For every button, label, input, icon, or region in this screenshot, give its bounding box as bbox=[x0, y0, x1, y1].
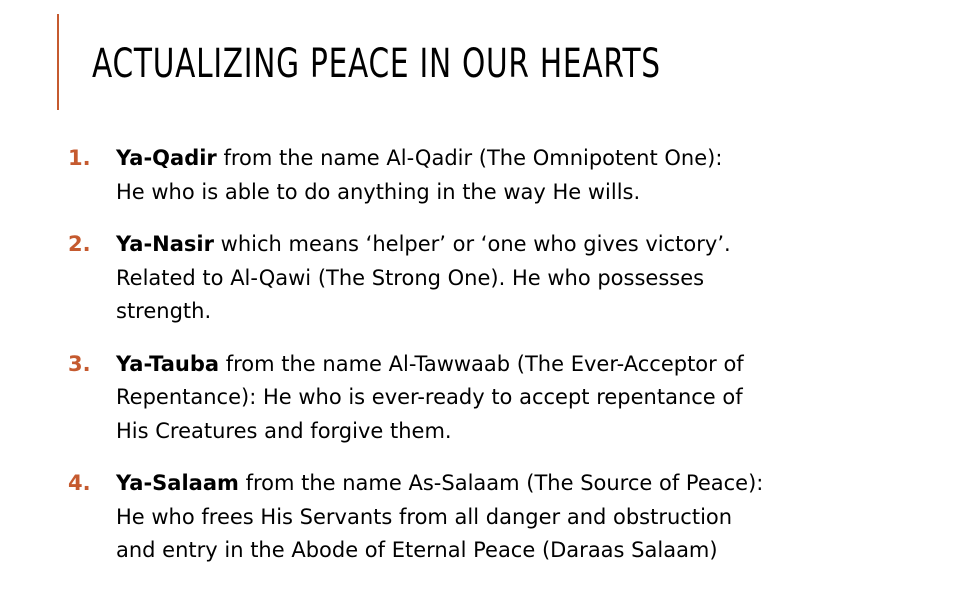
list-item bbox=[68, 142, 904, 209]
item-term: Ya-Nasir bbox=[116, 232, 214, 256]
item-line: He who is able to do anything in the way He wills. bbox=[116, 179, 641, 204]
item-line: His Creatures and forgive them. bbox=[116, 418, 452, 443]
list-item bbox=[68, 467, 904, 568]
list-item bbox=[68, 348, 904, 449]
item-number: 1. bbox=[68, 146, 91, 170]
slide-title: ACTUALIZING PEACE IN OUR HEARTS bbox=[92, 41, 661, 87]
item-line: He who frees His Servants from all danger and obstruction bbox=[116, 504, 733, 529]
item-line: strength. bbox=[116, 299, 212, 323]
item-text bbox=[116, 142, 904, 176]
item-number: 4. bbox=[68, 471, 91, 495]
item-text bbox=[116, 348, 904, 382]
item-text bbox=[116, 228, 904, 262]
names-list bbox=[68, 142, 904, 587]
item-text bbox=[116, 467, 904, 501]
item-line: from the name As-Salaam (The Source of Peace): bbox=[238, 471, 764, 495]
item-term: Ya-Salaam bbox=[116, 471, 239, 495]
item-line: which means ‘helper’ or ‘one who gives victory’. bbox=[213, 232, 731, 256]
item-line: from the name Al-Qadir (The Omnipotent One): bbox=[216, 146, 723, 170]
item-term: Ya-Qadir bbox=[116, 146, 217, 170]
item-number: 3. bbox=[68, 351, 91, 376]
item-term: Ya-Tauba bbox=[116, 351, 220, 376]
item-line: Related to Al-Qawi (The Strong One). He who possesses bbox=[116, 265, 705, 290]
item-line: from the name Al-Tawwaab (The Ever-Acceptor of bbox=[219, 351, 744, 376]
item-number: 2. bbox=[68, 232, 91, 256]
item-line: Repentance): He who is ever-ready to accept repentance of bbox=[116, 385, 743, 409]
list-item bbox=[68, 228, 904, 329]
title-accent-bar bbox=[57, 14, 59, 110]
item-line: and entry in the Abode of Eternal Peace (Daraas Salaam) bbox=[116, 538, 718, 562]
